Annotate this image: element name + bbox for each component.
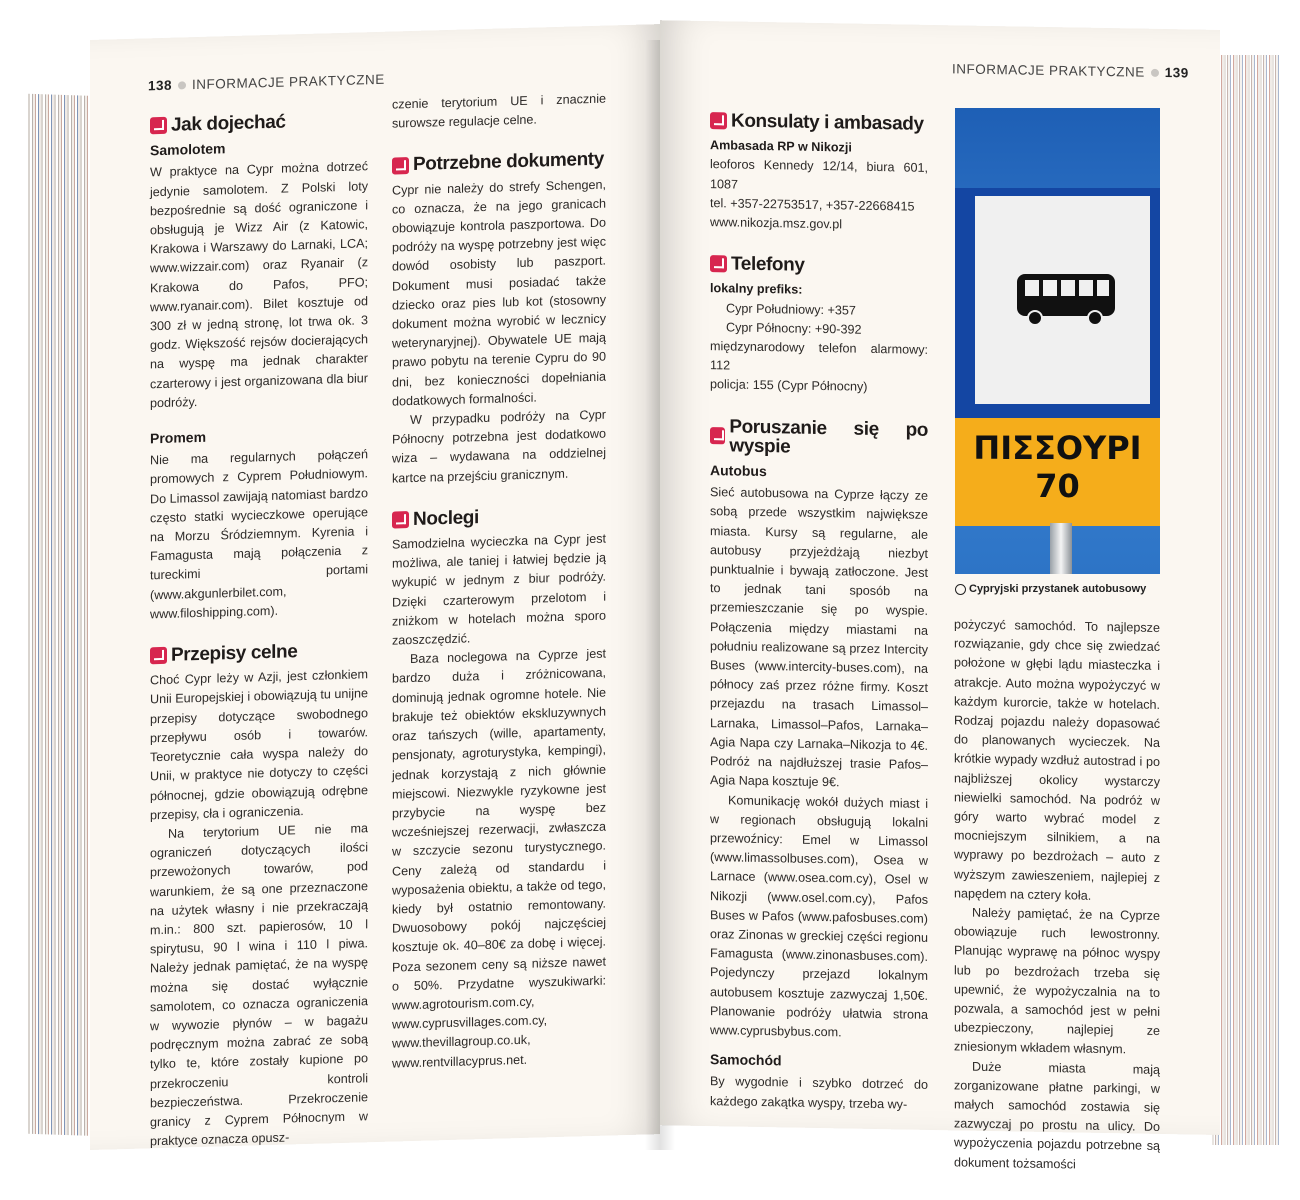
section-arrow-icon — [710, 427, 725, 444]
police-number: policja: 155 (Cypr Północny) — [710, 377, 868, 395]
section-title: Poruszanie się po wyspie — [729, 416, 928, 458]
section-title: Przepisy celne — [171, 641, 298, 666]
subheading-autobus: Autobus — [710, 462, 767, 480]
section-telefony — [710, 254, 928, 277]
embassy-website: www.nikozja.msz.gov.pl — [710, 215, 843, 232]
paragraph: Nie ma regularnych połączeń promowych z Cyprem Południowym. Do Limassol zawijają natomiast bardzo często statki wycieczkowe operujące na Morzu Śródziemnym. Kyrenia i Famagusta mają połączenia z tureckimi portami (www.akgunlerbilet.com, www.filoshipping.com). — [150, 447, 368, 622]
left-column-1 — [150, 110, 368, 1151]
paragraph: Cypr nie należy do strefy Schengen, co oznacza, że na jego granicach obowiązuje kontrola paszportowa. Do podróży na wyspę potrzebny jest więc dowód osobisty lub paszport. Dokument musi posiadać także dziecko oraz pies lub kot (stosowny dokument można wyrobić w lecznicy weterynaryjnej). Obywatele UE mają prawo pobytu na terenie Cypru do 90 dni, bez konieczności dopełniania dodatkowych formalności. — [392, 177, 606, 409]
subheading-samolotem: Samolotem — [150, 140, 226, 159]
prefix-north: Cypr Północny: +90-392 — [726, 320, 862, 337]
section-title: Konsulaty i ambasady — [731, 110, 924, 135]
header-dot-icon — [178, 82, 186, 90]
left-column-2 — [392, 90, 606, 1074]
alarm-number: międzynarodowy telefon alarmowy: 112 — [710, 339, 928, 373]
subheading-promem: Promem — [150, 428, 207, 447]
header-dot-icon — [1151, 69, 1159, 77]
section-potrzebne-dokumenty — [392, 150, 606, 175]
prefix-south: Cypr Południowy: +357 — [726, 301, 856, 318]
page-number-left: 138 — [148, 77, 173, 94]
left-page — [90, 24, 660, 1150]
embassy-address: leoforos Kennedy 12/14, biura 601, 1087 — [710, 157, 928, 192]
paragraph: Choć Cypr leży w Azji, jest członkiem Unii Europejskiej i obowiązują tu unijne przepisy dotyczące swobodnego przepływu osób i towarów. Teoretycznie cała wyspa należy do Unii, w praktyce nie dotyczy to części północnej, gdzie obowiązują odrębne przepisy, cła i ograniczenia. — [150, 667, 368, 823]
camera-icon — [955, 584, 966, 595]
paragraph: W praktyce na Cypr można dotrzeć jedynie samolotem. Z Polski loty bezpośrednie są dość ograniczone i obsługują je Wizz Air (z Katowic, Krakowa i Warszawy do Larnaki, LCA; www.wizzair.com) oraz Ryanair (z Krakowa do Pafos, PFO; www.ryanair.com). Bilet kosztuje od 300 zł w jedną stronę, lot trwa ok. 3 godz. Większość rejsów docierających na wyspę ma jednak charakter czarterowy i jest organizowana dla biur podróży. — [150, 159, 368, 411]
sign-route-number: 70 — [1035, 467, 1080, 505]
paragraph: Duże miasta mają zorganizowane płatne parkingi, w małych samochód zostawia się zazwyczaj po prostu na ulicy. Do wypożyczenia pojazdu potrzebne są dokument tożsamości — [954, 1059, 1160, 1172]
section-konsulaty — [710, 111, 928, 134]
right-column-2 — [954, 615, 1160, 1175]
caption-text: Cypryjski przystanek autobusowy — [969, 583, 1147, 595]
paragraph: czenie terytorium UE i znacznie surowsze regulacje celne. — [392, 91, 606, 131]
sign-white-panel — [975, 196, 1150, 404]
page-number-right: 139 — [1164, 65, 1189, 81]
page-edges-right — [1212, 55, 1280, 1145]
section-title: Jak dojechać — [171, 111, 286, 136]
section-arrow-icon — [392, 511, 409, 528]
right-header-text: INFORMACJE PRAKTYCZNE — [952, 61, 1145, 80]
paragraph: Samodzielna wycieczka na Cypr jest możliwa, ale taniej i łatwiej będzie ją wykupić w jednym z biur podróży. Dzięki czarterowym przelotom i zniżkom w hotelach można sporo zaoszczędzić. — [392, 531, 606, 648]
photo-caption — [955, 583, 1146, 595]
paragraph: Sieć autobusowa na Cyprze łączy ze sobą przede wszystkim największe miasta. Kursy są regularne, ale autobusy przyjeżdżają niezbyt punktualnie i bywają zatłoczone. Jest to jednak tani sposób na przemieszczanie się po wyspie. Połączenia między miastami na południu realizowane są przez Intercity Buses (www.intercity-buses.com), na północy zaś przez różne firmy. Koszt przejazdu na trasach Limassol–Larnaka, Limassol–Pafos, Larnaka–Agia Napa czy Larnaka–Nikozja to 4€. Podróż na najdłuższej trasie Pafos–Agia Napa kosztuje 9€. — [710, 485, 928, 790]
right-column-1 — [710, 111, 928, 1115]
paragraph: Baza noclegowa na Cyprze jest bardzo duża i zróżnicowana, dominują jednak ogromne hotele. Nie brakuje też obiektów ekskluzywnych oraz tańszych (wille, apartamenty, pensjonaty, agroturystyka, kempingi), jednak korzystają z nich głównie miejscowi. Niezwykle ryzykowne jest przybycie na wyspę bez wcześniejszej rezerwacji, zwłaszcza w szczycie sezonu turystycznego. Ceny zależą od standardu i wyposażenia obiektu, a także od tego, kiedy był ostatnio remontowany. Dwuosobowy pokój najczęściej kosztuje ok. 40–80€ za dobę i więcej. Poza sezonem ceny są niższe nawet o 50%. Przydatne wyszukiwarki: www.agrotourism.com.cy, www.cyprusvillages.com.cy, www.thevillagroup.co.uk, www.rentvillacyprus.net. — [392, 646, 606, 1071]
bus-stop-sign — [955, 188, 1160, 523]
subheading-samochod: Samochód — [710, 1051, 782, 1069]
left-running-header — [148, 72, 385, 94]
paragraph: By wygodnie i szybko dotrzeć do każdego zakątka wyspy, trzeba wy- — [710, 1074, 928, 1112]
sign-place-name: ΠΙΣΣΟΥΡΙ — [973, 429, 1142, 467]
prefix-label: lokalny prefiks: — [710, 281, 803, 298]
section-arrow-icon — [150, 117, 167, 134]
left-header-text: INFORMACJE PRAKTYCZNE — [192, 71, 385, 93]
embassy-phone: tel. +357-22753517, +357-22668415 — [710, 195, 915, 214]
section-arrow-icon — [392, 157, 409, 174]
paragraph: pożyczyć samochód. To najlepsze rozwiązanie, gdy chce się zwiedzać położone w głębi lądu miasteczka i atrakcje. Auto można wypożyczyć w każdym kurorcie, także w hotelach. Rodzaj pojazdu należy dopasować do planowanych wycieczek. Na krótkie wypady wzdłuż autostrad i po najbliższej okolicy wystarczy niewielki samochód. Na podróż w góry warto wybrać model z mocniejszym silnikiem, a na wyprawy po bezdrożach – auto z wyższym zawieszeniem, najlepiej z napędem na cztery koła. — [954, 617, 1160, 903]
section-jak-dojechac — [150, 110, 368, 135]
section-noclegi — [392, 504, 606, 529]
bus-stop-photo — [955, 108, 1160, 574]
section-przepisy-celne — [150, 640, 368, 665]
bus-icon — [975, 196, 1150, 404]
paragraph: Na terytorium UE nie ma ograniczeń dotyczących ilości przewożonych towarów, pod warunkiem, że są one przeznaczone na użytek własny i nie przekraczają m.in.: 800 szt. papierosów, 10 l spirytusu, 90 l wina i 110 l piwa. Należy jednak pamiętać, że na wyspę można się dostać wyłącznie samolotem, co oznacza ograniczenia w wywozie płynów – w bagażu podręcznym można zabrać ze sobą tylko te, które zostały kupione po przekroczeniu kontroli bezpieczeństwa. Przekroczenie granicy z Cyprem Północnym w praktyce oznacza opusz- — [150, 821, 368, 1149]
paragraph: Komunikację wokół dużych miast i w regionach obsługują lokalni przewoźnicy: Emel w Limassol (www.limassolbuses.com), Osea w Larnace (www.osea.com.cy), Osel w Nikozji (www.osel.com.cy), Pafos Buses w Pafos (www.pafosbuses.com) oraz Zinonas w greckiej części regionu Famagusta (www.zinonasbuses.com). Pojedynczy przejazd lokalnym autobusem kosztuje zazwyczaj 1,50€. Planowanie podróży ułatwia strona www.cyprusbybus.com. — [710, 792, 928, 1040]
paragraph: W przypadku podróży na Cypr Północny potrzebna jest dodatkowo wiza – wydawana na oddzielnej kartce na przejściu granicznym. — [392, 407, 606, 486]
sign-text — [955, 418, 1160, 504]
section-title: Potrzebne dokumenty — [413, 149, 604, 176]
embassy-name: Ambasada RP w Nikozji — [710, 138, 852, 155]
section-poruszanie — [710, 417, 928, 459]
section-arrow-icon — [710, 255, 727, 272]
section-arrow-icon — [710, 112, 727, 129]
sign-yellow-panel — [955, 418, 1160, 526]
sign-pole — [1050, 523, 1072, 574]
section-arrow-icon — [150, 647, 167, 664]
paragraph: Należy pamiętać, że na Cyprze obowiązuje ruch lewostronny. Planując wyprawę na północ wyspy lub po bezdrożach trzeba się upewnić, że wypożyczalnia na to pozwala, a samochód jest w pełni ubezpieczony, najlepiej ze zniesionym wkładem własnym. — [954, 905, 1160, 1057]
section-title: Telefony — [731, 253, 805, 276]
right-running-header — [952, 61, 1189, 80]
section-title: Noclegi — [413, 506, 479, 530]
